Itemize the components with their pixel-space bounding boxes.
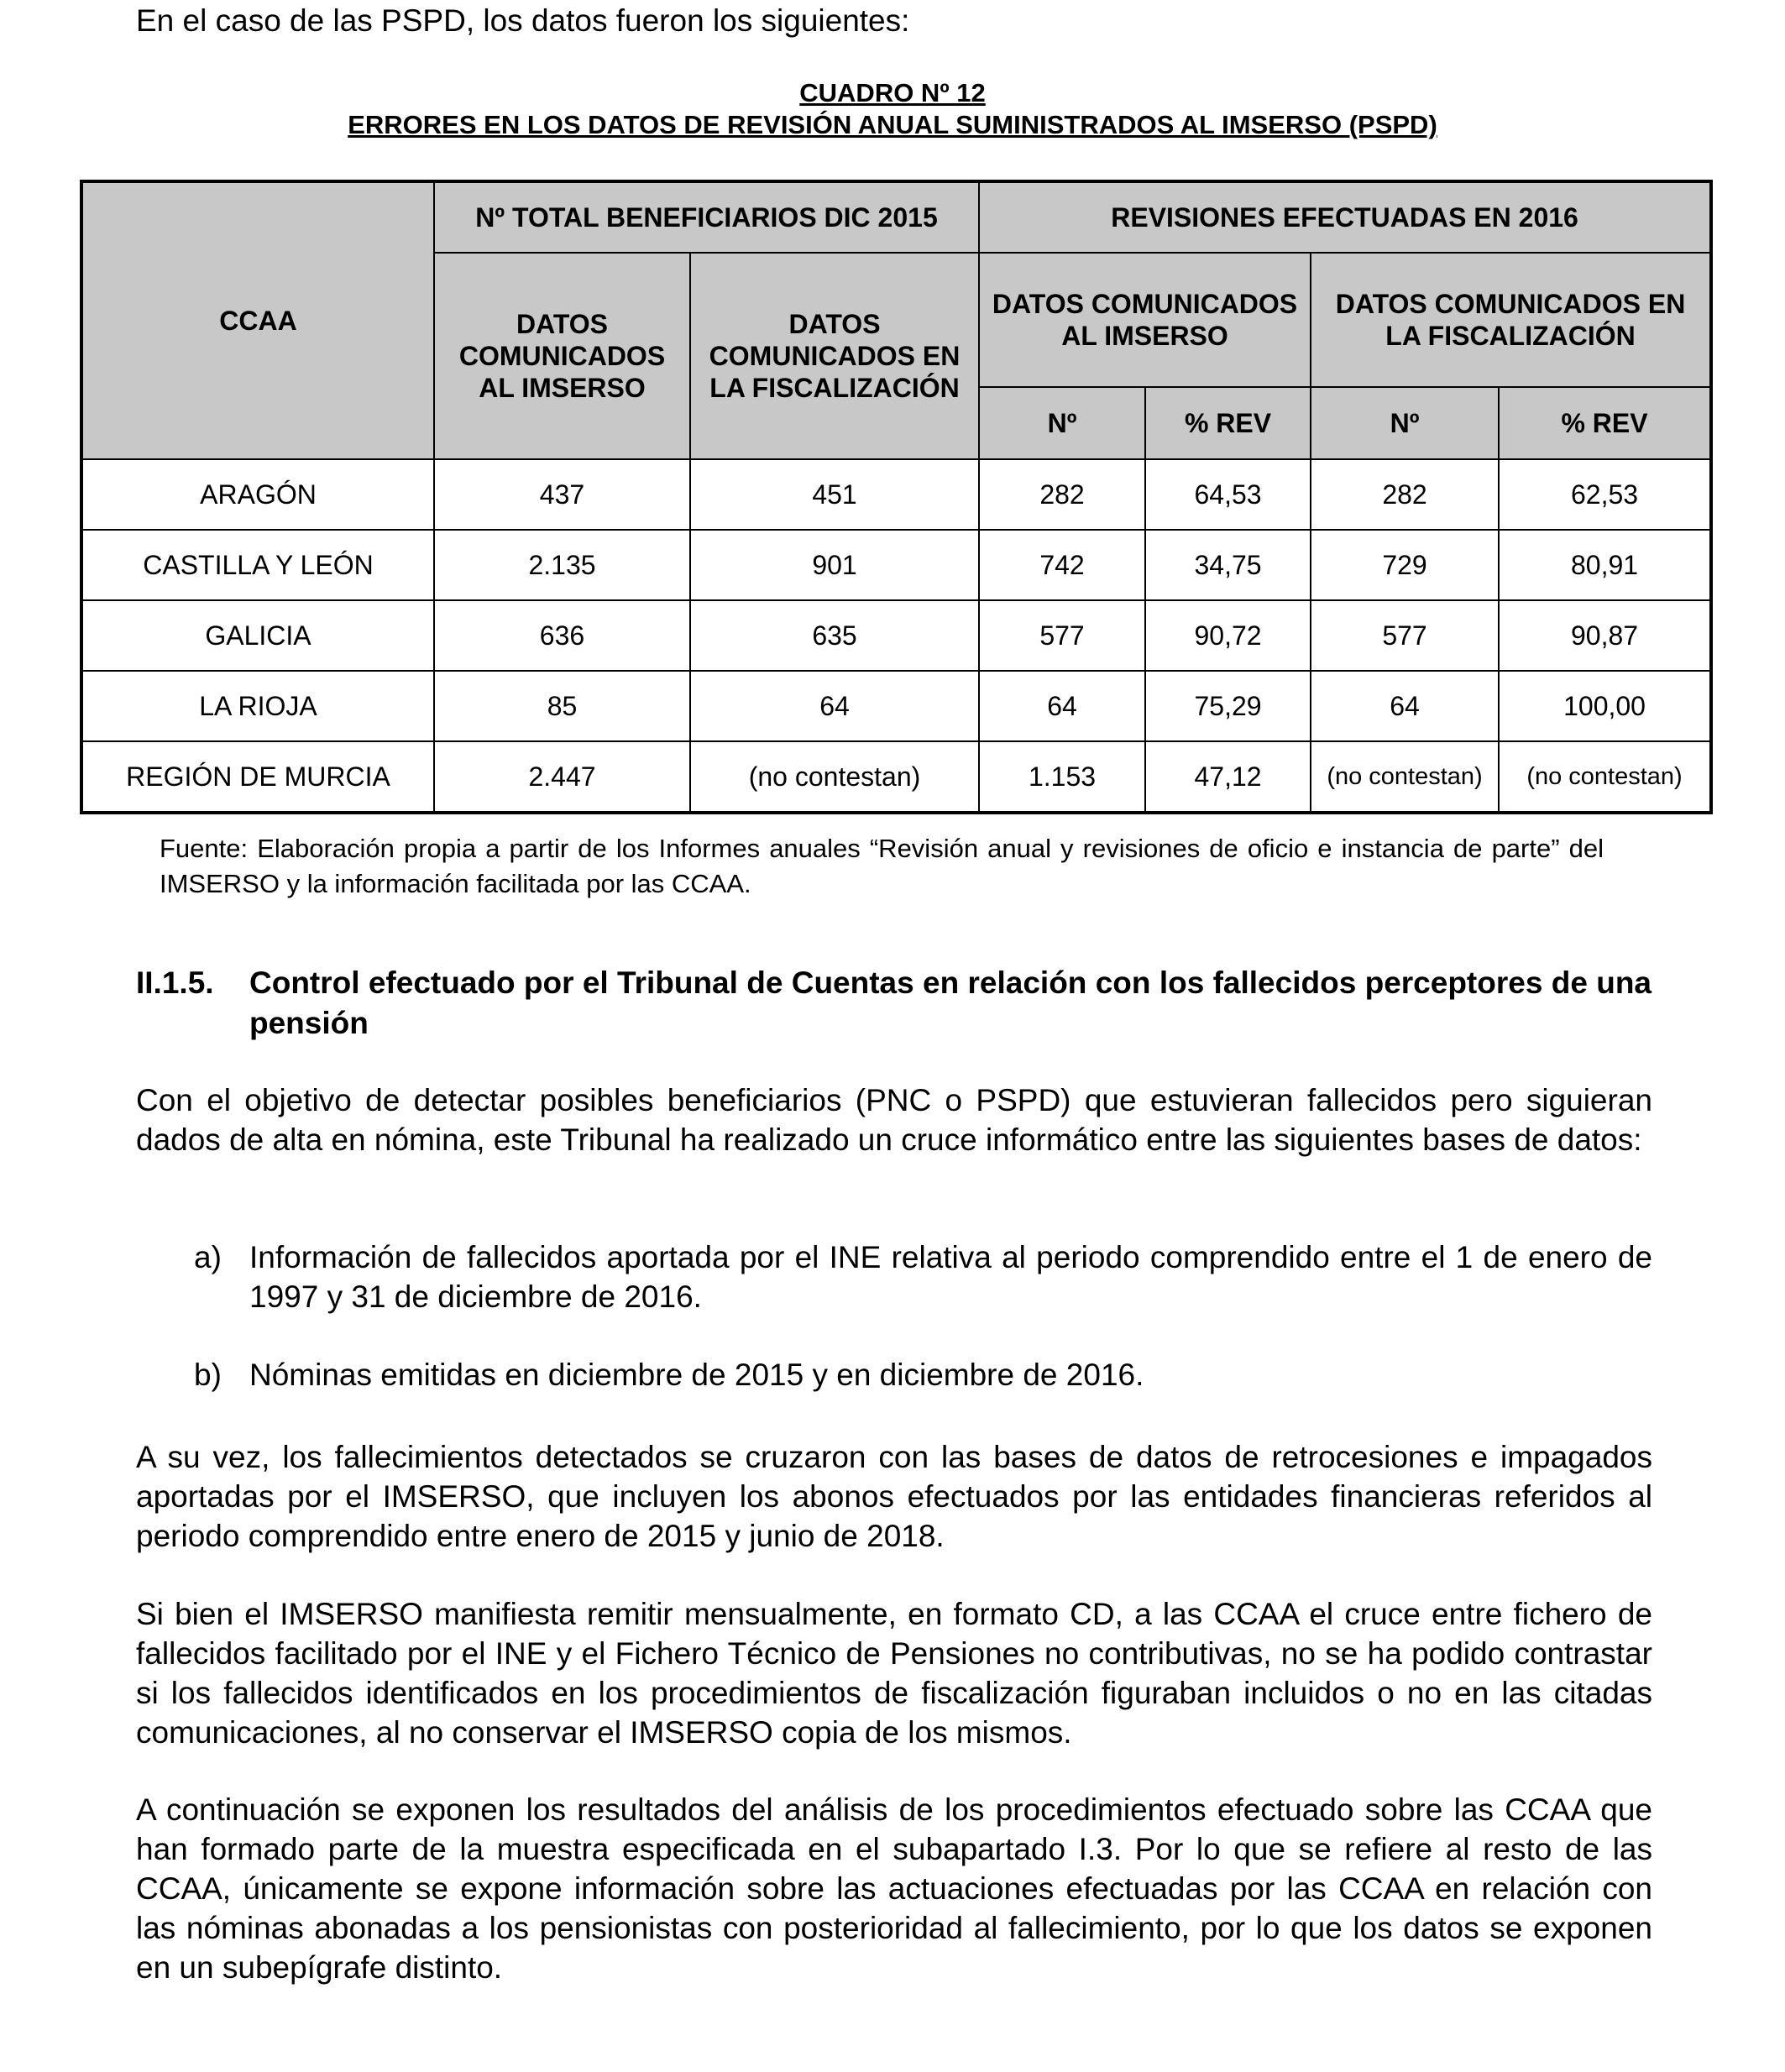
header-rev-imserso: DATOS COMUNICADOS AL IMSERSO	[979, 253, 1311, 387]
cell-rev-imserso-n: 1.153	[979, 741, 1145, 813]
cell-ccaa: ARAGÓN	[81, 459, 434, 530]
cell-ccaa: CASTILLA Y LEÓN	[81, 530, 434, 600]
cell-rev-imserso-pct: 75,29	[1145, 671, 1311, 741]
errors-table	[80, 180, 1713, 814]
cell-rev-imserso-n: 282	[979, 459, 1145, 530]
cell-rev-imserso-n: 577	[979, 600, 1145, 671]
cell-rev-fisc-n: 729	[1311, 530, 1499, 600]
table-caption-number: CUADRO Nº 12	[799, 78, 986, 107]
cell-total-fisc: 451	[690, 459, 979, 530]
list-item-marker: b)	[194, 1358, 222, 1392]
header-group-total: Nº TOTAL BENEFICIARIOS DIC 2015	[434, 181, 979, 253]
table-row	[81, 600, 1711, 671]
cell-rev-imserso-pct: 90,72	[1145, 600, 1311, 671]
cell-rev-fisc-pct: 62,53	[1499, 459, 1711, 530]
cell-total-imserso: 2.135	[434, 530, 690, 600]
table-caption-title: ERRORES EN LOS DATOS DE REVISIÓN ANUAL SUMINISTRADOS AL IMSERSO (PSPD)	[348, 110, 1437, 139]
cell-rev-fisc-pct: 100,00	[1499, 671, 1711, 741]
cell-total-imserso: 85	[434, 671, 690, 741]
cell-total-fisc: (no contestan)	[690, 741, 979, 813]
cell-rev-imserso-n: 742	[979, 530, 1145, 600]
table-row	[81, 671, 1711, 741]
paragraph: A su vez, los fallecimientos detectados se cruzaron con las bases de datos de retrocesiones e impagados aportadas por el IMSERSO, que incluyen los abonos efectuados por las entidades financieras referidos al periodo comprendido entre enero de 2015 y junio de 2018.	[136, 1440, 1652, 1553]
header-rev-fiscalizacion: DATOS COMUNICADOS EN LA FISCALIZACIÓN	[1311, 253, 1711, 387]
cell-rev-imserso-pct: 64,53	[1145, 459, 1311, 530]
section-title: Control efectuado por el Tribunal de Cuentas en relación con los fallecidos perceptores de una pensión	[249, 965, 1652, 1040]
cell-rev-fisc-n: (no contestan)	[1311, 741, 1499, 813]
header-rev-fisc-n: Nº	[1311, 387, 1499, 459]
list-item-marker: a)	[194, 1240, 222, 1274]
cell-rev-imserso-n: 64	[979, 671, 1145, 741]
cell-total-imserso: 437	[434, 459, 690, 530]
cell-total-fisc: 901	[690, 530, 979, 600]
intro-text: En el caso de las PSPD, los datos fueron los siguientes:	[136, 3, 910, 38]
section-number: II.1.5.	[136, 965, 214, 1000]
cell-rev-fisc-pct: 90,87	[1499, 600, 1711, 671]
table-row	[81, 530, 1711, 600]
table-source-note: Fuente: Elaboración propia a partir de los Informes anuales “Revisión anual y revisiones de oficio e instancia de parte” del IMSERSO y la información facilitada por las CCAA.	[160, 834, 1604, 898]
table-row	[81, 459, 1711, 530]
header-rev-fisc-pct: % REV	[1499, 387, 1711, 459]
paragraph: Si bien el IMSERSO manifiesta remitir mensualmente, en formato CD, a las CCAA el cruce entre fichero de fallecidos facilitado por el INE y el Fichero Técnico de Pensiones no contributivas, no se ha podido contrastar si los fallecidos identificados en los procedimientos de fiscalización figuraban incluidos o no en las citadas comunicaciones, al no conservar el IMSERSO copia de los mismos.	[136, 1597, 1652, 1750]
header-total-imserso: DATOS COMUNICADOS AL IMSERSO	[434, 253, 690, 459]
cell-rev-fisc-pct: (no contestan)	[1499, 741, 1711, 813]
cell-rev-imserso-pct: 47,12	[1145, 741, 1311, 813]
header-rev-imserso-n: Nº	[979, 387, 1145, 459]
cell-rev-imserso-pct: 34,75	[1145, 530, 1311, 600]
cell-rev-fisc-n: 64	[1311, 671, 1499, 741]
paragraph: Con el objetivo de detectar posibles beneficiarios (PNC o PSPD) que estuvieran fallecidos pero siguieran dados de alta en nómina, este Tribunal ha realizado un cruce informático entre las siguientes bases de datos:	[136, 1083, 1652, 1157]
cell-rev-fisc-n: 282	[1311, 459, 1499, 530]
cell-total-imserso: 2.447	[434, 741, 690, 813]
paragraph: A continuación se exponen los resultados del análisis de los procedimientos efectuado sobre las CCAA que han formado parte de la muestra especificada en el subapartado I.3. Por lo que se refiere al resto de las CCAA, únicamente se expone información sobre las actuaciones efectuadas por las CCAA en relación con las nóminas abonadas a los pensionistas con posterioridad al fallecimiento, por lo que los datos se exponen en un subepígrafe distinto.	[136, 1792, 1652, 1985]
header-group-revisiones: REVISIONES EFECTUADAS EN 2016	[979, 181, 1711, 253]
header-rev-imserso-pct: % REV	[1145, 387, 1311, 459]
cell-total-imserso: 636	[434, 600, 690, 671]
header-ccaa: CCAA	[81, 181, 434, 459]
table-row	[81, 741, 1711, 813]
cell-ccaa: REGIÓN DE MURCIA	[81, 741, 434, 813]
list-item: Información de fallecidos aportada por el INE relativa al periodo comprendido entre el 1 de enero de 1997 y 31 de diciembre de 2016.	[249, 1240, 1652, 1314]
cell-ccaa: GALICIA	[81, 600, 434, 671]
header-total-fiscalizacion: DATOS COMUNICADOS EN LA FISCALIZACIÓN	[690, 253, 979, 459]
cell-rev-fisc-n: 577	[1311, 600, 1499, 671]
cell-ccaa: LA RIOJA	[81, 671, 434, 741]
list-item: Nóminas emitidas en diciembre de 2015 y en diciembre de 2016.	[249, 1358, 1144, 1392]
cell-rev-fisc-pct: 80,91	[1499, 530, 1711, 600]
cell-total-fisc: 635	[690, 600, 979, 671]
cell-total-fisc: 64	[690, 671, 979, 741]
